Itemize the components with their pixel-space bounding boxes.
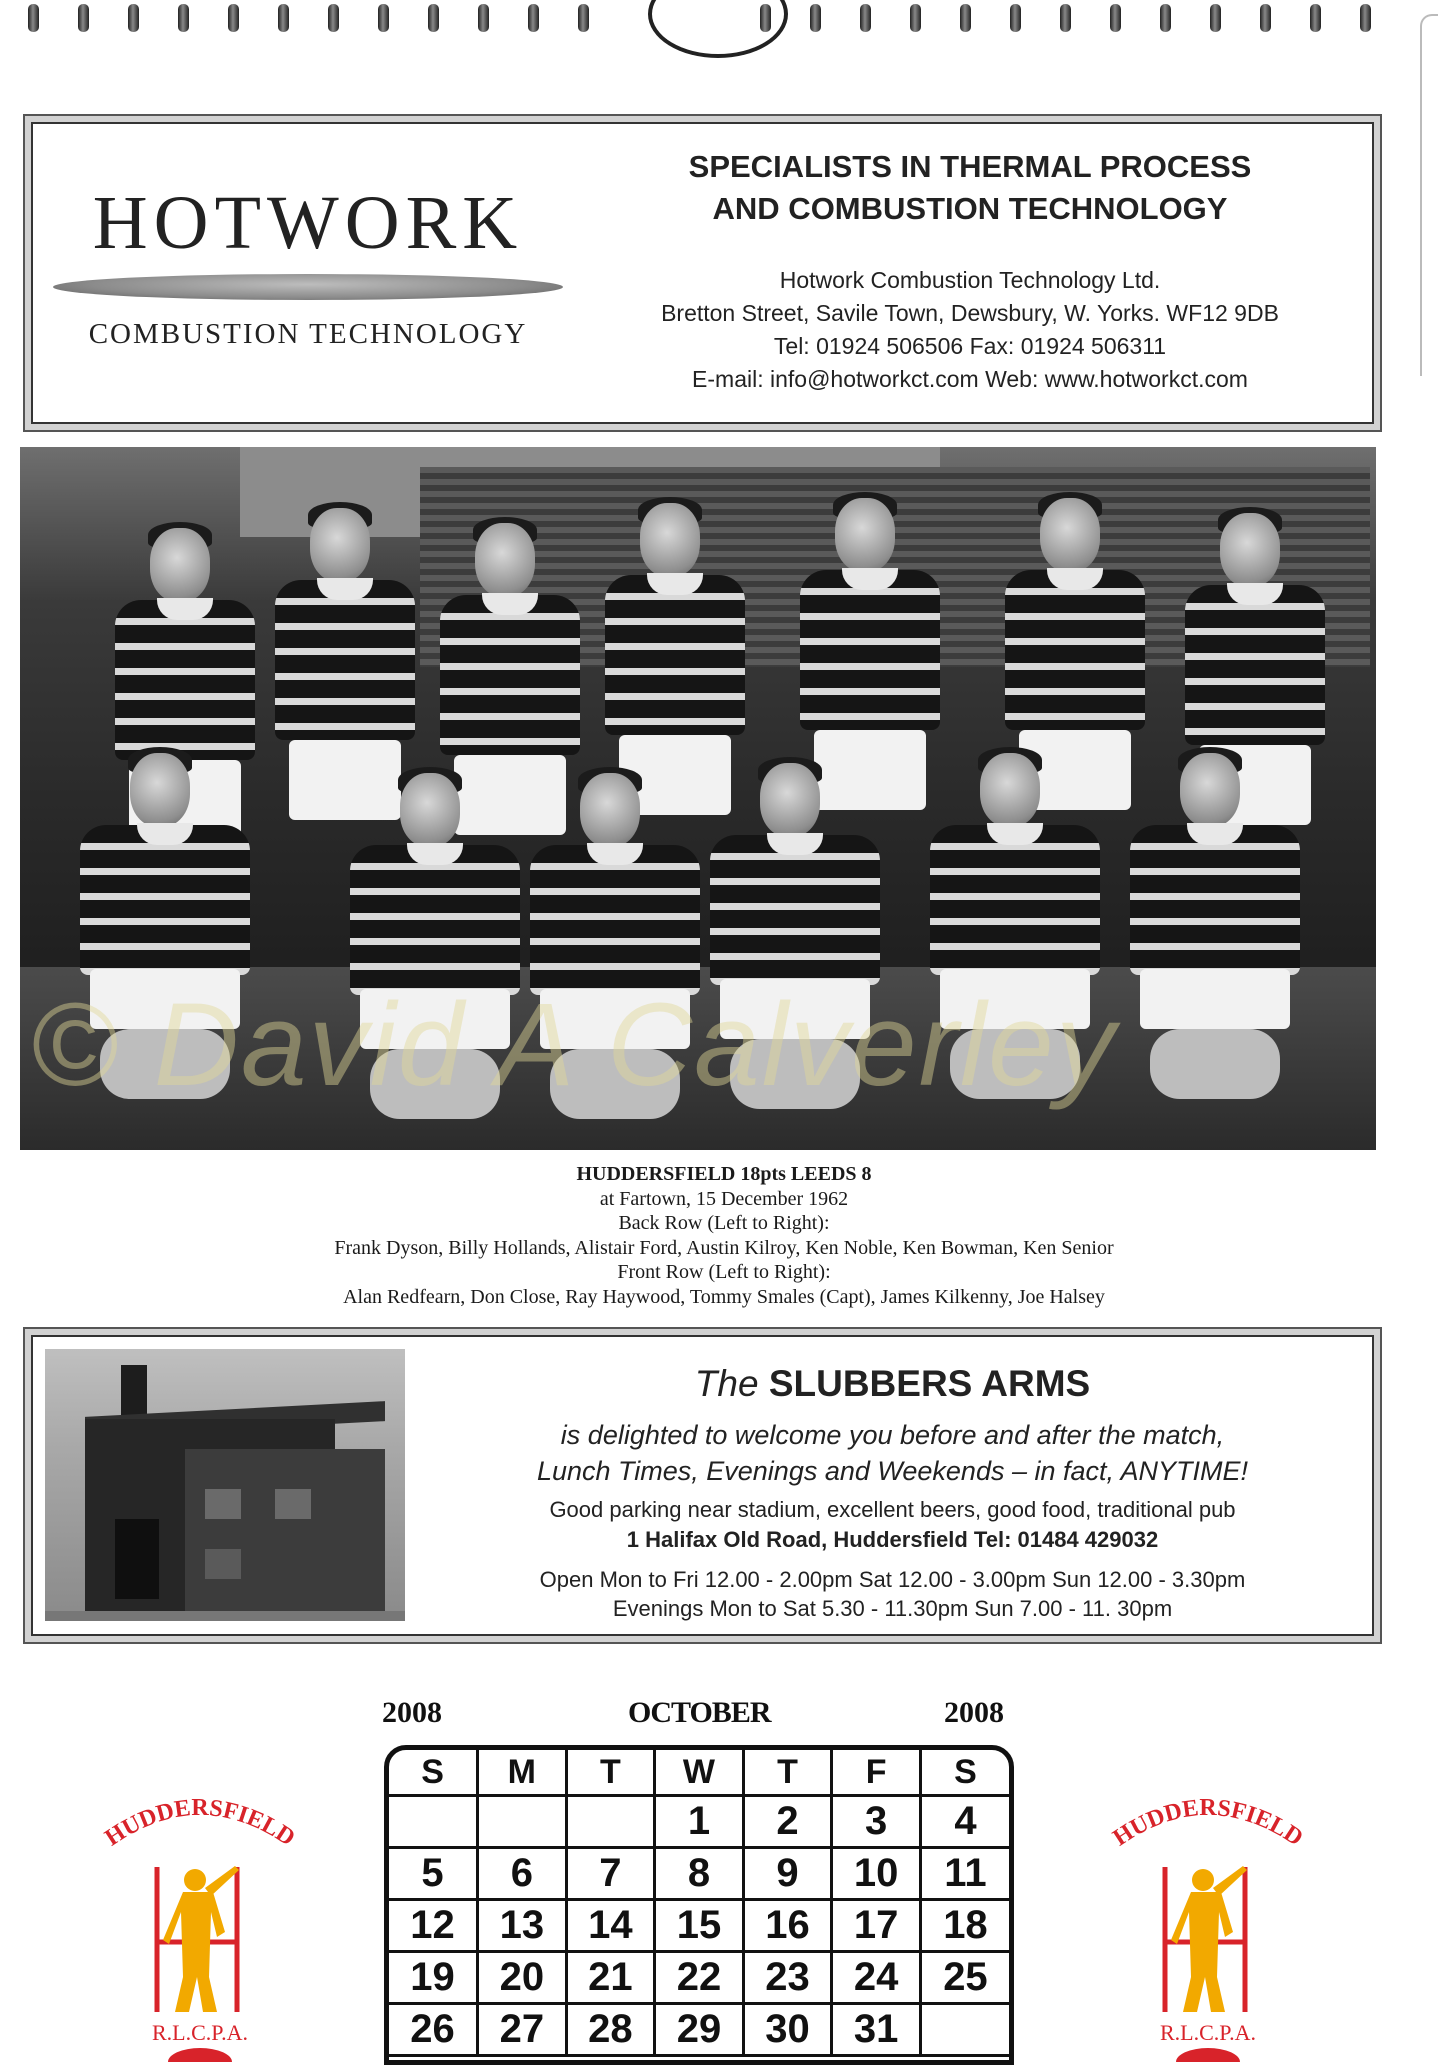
back-row-names: Frank Dyson, Billy Hollands, Alistair Ford, Austin Kilroy, Ken Noble, Ken Bowman, Ken Senior: [334, 1236, 1114, 1259]
hotwork-company: Hotwork Combustion Technology Ltd.: [779, 267, 1161, 293]
calendar-year-right: 2008: [944, 1696, 1004, 1729]
day-cell: 24: [832, 1952, 921, 2004]
match-venue: at Fartown, 15 December 1962: [599, 1187, 849, 1210]
rlcpa-logo-left: [85, 1762, 315, 2062]
binding-ring: [178, 4, 189, 32]
binding-ring: [228, 4, 239, 32]
hotwork-logo-subtitle: COMBUSTION TECHNOLOGY: [88, 318, 528, 350]
weekday-cell: T: [566, 1750, 655, 1796]
page-edge: [1420, 14, 1438, 376]
day-cell: 30: [743, 2004, 832, 2056]
binding-ring: [1010, 4, 1021, 32]
binding-ring: [578, 4, 589, 32]
binding-ring: [1210, 4, 1221, 32]
day-cell: 9: [743, 1848, 832, 1900]
binding-ring: [1110, 4, 1121, 32]
day-cell: [566, 1796, 655, 1848]
week-row: [389, 1952, 1009, 2004]
binding-ring: [328, 4, 339, 32]
day-cell: 28: [566, 2004, 655, 2056]
day-cell: 10: [832, 1848, 921, 1900]
week-row: [389, 1796, 1009, 1848]
day-cell: 12: [389, 1900, 478, 1952]
weekday-header-row: [389, 1750, 1009, 1796]
day-cell: 7: [566, 1848, 655, 1900]
hotwork-advert: [33, 124, 1372, 422]
calendar-month: OCTOBER: [628, 1696, 771, 1729]
pub-title-the: The: [694, 1363, 759, 1404]
rugby-ball-icon: [1176, 2048, 1240, 2062]
back-row-title: Back Row (Left to Right):: [618, 1212, 830, 1234]
binding-ring: [378, 4, 389, 32]
day-cell: 13: [478, 1900, 567, 1952]
rlcpa-logo-right: [1093, 1762, 1323, 2062]
hotwork-web: E-mail: info@hotworkct.com Web: www.hotworkct.com: [692, 366, 1248, 392]
photo-watermark: © David A Calverley: [30, 979, 1117, 1111]
binding-ring: [78, 4, 89, 32]
logo-top-text: HUDDERSFIELD: [1108, 1794, 1308, 1852]
day-cell: 23: [743, 1952, 832, 2004]
binding-ring: [960, 4, 971, 32]
pub-title-name: SLUBBERS ARMS: [768, 1363, 1091, 1404]
hotwork-logo-swoosh: [53, 274, 563, 300]
pub-address: 1 Halifax Old Road, Huddersfield Tel: 01484 429032: [626, 1527, 1159, 1552]
day-cell: 4: [920, 1796, 1009, 1848]
pub-title: [423, 1363, 1362, 1405]
binding-ring: [478, 4, 489, 32]
binding-ring: [810, 4, 821, 32]
week-row: [389, 1900, 1009, 1952]
pub-hours-line-1: Open Mon to Fri 12.00 - 2.00pm Sat 12.00 - 3.00pm Sun 12.00 - 3.30pm: [539, 1567, 1246, 1592]
calendar-table: [389, 1750, 1009, 2057]
hotwork-address: Bretton Street, Savile Town, Dewsbury, W. Yorks. WF12 9DB: [661, 300, 1279, 326]
pub-hours: [423, 1565, 1362, 1623]
logo-top-text: HUDDERSFIELD: [100, 1794, 300, 1852]
slubbers-arms-advert: [33, 1337, 1372, 1634]
binding-ring: [428, 4, 439, 32]
svg-text:HUDDERSFIELD: [1109, 1795, 1308, 1851]
binding-ring: [1060, 4, 1071, 32]
day-cell: 25: [920, 1952, 1009, 2004]
pub-welcome: [423, 1417, 1362, 1489]
binding-ring: [1360, 4, 1371, 32]
logo-bottom-text: R.L.C.P.A.: [152, 2020, 248, 2045]
binding-ring: [1160, 4, 1171, 32]
binding-ring: [1310, 4, 1321, 32]
front-row-title: Front Row (Left to Right):: [617, 1261, 831, 1283]
day-cell: 31: [832, 2004, 921, 2056]
binding-ring: [528, 4, 539, 32]
hotwork-headline-line-1: SPECIALISTS IN THERMAL PROCESS: [688, 149, 1252, 184]
day-cell: 2: [743, 1796, 832, 1848]
calendar-year-left: 2008: [382, 1696, 442, 1729]
binding-ring: [278, 4, 289, 32]
day-cell: 11: [920, 1848, 1009, 1900]
binding-ring: [860, 4, 871, 32]
binding-ring: [1260, 4, 1271, 32]
weekday-cell: M: [478, 1750, 567, 1796]
day-cell: 22: [655, 1952, 744, 2004]
day-cell: 8: [655, 1848, 744, 1900]
binding-ring: [910, 4, 921, 32]
weekday-cell: S: [389, 1750, 478, 1796]
day-cell: 26: [389, 2004, 478, 2056]
match-score: HUDDERSFIELD 18pts LEEDS 8: [576, 1163, 872, 1185]
weekday-cell: F: [832, 1750, 921, 1796]
weekday-cell: W: [655, 1750, 744, 1796]
pub-welcome-line-2: Lunch Times, Evenings and Weekends – in fact, ANYTIME!: [536, 1456, 1249, 1486]
logo-bottom-text: R.L.C.P.A.: [1160, 2020, 1256, 2045]
pub-photograph: [45, 1349, 405, 1621]
photo-caption: [140, 1162, 1308, 1309]
rugby-ball-icon: [168, 2048, 232, 2062]
hotwork-logo-word: HOTWORK: [92, 181, 524, 265]
day-cell: 29: [655, 2004, 744, 2056]
front-row-names: Alan Redfearn, Don Close, Ray Haywood, Tommy Smales (Capt), James Kilkenny, Joe Halsey: [343, 1285, 1105, 1308]
weekday-cell: S: [920, 1750, 1009, 1796]
day-cell: 6: [478, 1848, 567, 1900]
day-cell: 20: [478, 1952, 567, 2004]
day-cell: 19: [389, 1952, 478, 2004]
binding-ring: [28, 4, 39, 32]
day-cell: 5: [389, 1848, 478, 1900]
day-cell: 1: [655, 1796, 744, 1848]
spiral-binding: [0, 0, 1448, 40]
hotwork-phone: Tel: 01924 506506 Fax: 01924 506311: [773, 333, 1167, 359]
day-cell: 16: [743, 1900, 832, 1952]
day-cell: 15: [655, 1900, 744, 1952]
week-row: [389, 1848, 1009, 1900]
hotwork-headline: [581, 146, 1359, 230]
binding-ring: [128, 4, 139, 32]
svg-text:HUDDERSFIELD: [101, 1795, 300, 1851]
day-cell: 14: [566, 1900, 655, 1952]
team-photograph: [20, 447, 1376, 1150]
hotwork-headline-line-2: AND COMBUSTION TECHNOLOGY: [712, 191, 1228, 226]
calendar-grid: [384, 1745, 1014, 2065]
pub-hours-line-2: Evenings Mon to Sat 5.30 - 11.30pm Sun 7.00 - 11. 30pm: [612, 1596, 1173, 1621]
day-cell: [478, 1796, 567, 1848]
day-cell: 17: [832, 1900, 921, 1952]
day-cell: 21: [566, 1952, 655, 2004]
weekday-cell: T: [743, 1750, 832, 1796]
day-cell: 3: [832, 1796, 921, 1848]
binding-ring: [760, 4, 771, 32]
hotwork-contact: [581, 264, 1359, 396]
day-cell: [389, 1796, 478, 1848]
pub-welcome-line-1: is delighted to welcome you before and after the match,: [560, 1420, 1225, 1450]
day-cell: 27: [478, 2004, 567, 2056]
day-cell: 18: [920, 1900, 1009, 1952]
pub-features: Good parking near stadium, excellent beers, good food, traditional pub: [549, 1497, 1236, 1522]
